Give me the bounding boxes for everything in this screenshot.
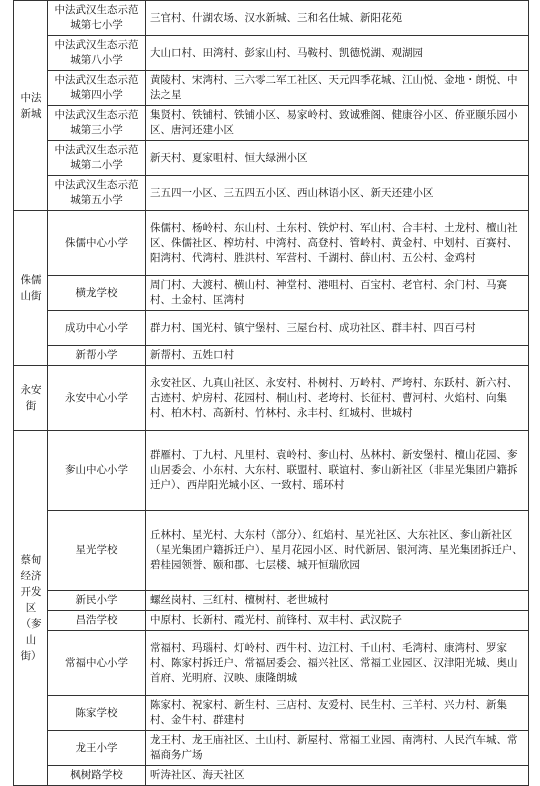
service-area: 中原村、长新村、霞光村、前锋村、双丰村、武汉院子 xyxy=(146,611,529,631)
school-name: 永安中心小学 xyxy=(48,366,146,431)
service-area: 陈家村、祝家村、新生村、三店村、友爱村、民生村、三羊村、兴力村、新集村、金牛村、群建村 xyxy=(146,696,529,731)
enrollment-zone-table xyxy=(13,0,529,786)
school-name: 新帮小学 xyxy=(48,346,146,366)
school-name: 星光学校 xyxy=(48,511,146,591)
table-row xyxy=(14,731,529,766)
table-row xyxy=(14,511,529,591)
school-name: 常福中心小学 xyxy=(48,631,146,696)
service-area: 群力村、国光村、镇宁堡村、三屋台村、成功社区、群丰村、四百弓村 xyxy=(146,311,529,346)
district-name: 永安街 xyxy=(20,384,42,412)
table-row xyxy=(14,141,529,176)
table-row xyxy=(14,36,529,71)
school-name: 枫树路学校 xyxy=(48,766,146,786)
school-name: 横龙学校 xyxy=(48,276,146,311)
table-body xyxy=(14,1,529,786)
district-cell xyxy=(14,1,48,211)
school-name: 龙王小学 xyxy=(48,731,146,766)
school-name: 中法武汉生态示范城第四小学 xyxy=(48,71,146,106)
service-area: 黄陵村、宋湾村、三六零二军工社区、天元四季花城、江山悦、金地・朗悦、中法之星 xyxy=(146,71,529,106)
service-area: 三官村、什湖农场、汉水新城、三和名仕城、新阳花苑 xyxy=(146,1,529,36)
table-row xyxy=(14,766,529,786)
district-name: 侏儒山街 xyxy=(20,274,42,302)
service-area: 群雁村、丁九村、凡里村、袁岭村、奓山村、丛林村、新安堡村、檀山花园、奓山居委会、小东村、大东村、联盟村、联谊村、奓山新社区（非星光集团户籍拆迁户）、西岸阳光城小区、一致村、瑶环村 xyxy=(146,431,529,511)
school-name: 中法武汉生态示范城第七小学 xyxy=(48,1,146,36)
table-row xyxy=(14,611,529,631)
service-area: 常福村、玛瑙村、灯岭村、西牛村、边江村、千山村、毛湾村、康湾村、罗家村、陈家村拆迁户、常福居委会、福兴社区、常福工业园区、汉津阳光城、奥山首府、光明府、汉映、康隆朗城 xyxy=(146,631,529,696)
district-cell xyxy=(14,211,48,366)
table-row xyxy=(14,696,529,731)
district-name: 蔡甸经济开发区（奓山街） xyxy=(20,554,42,662)
table-row xyxy=(14,276,529,311)
school-name: 中法武汉生态示范城第二小学 xyxy=(48,141,146,176)
district-cell xyxy=(14,366,48,431)
school-name: 中法武汉生态示范城第三小学 xyxy=(48,106,146,141)
table-row xyxy=(14,311,529,346)
school-name: 新民小学 xyxy=(48,591,146,611)
table-row xyxy=(14,71,529,106)
table-row xyxy=(14,366,529,431)
service-area: 侏儒村、杨岭村、东山村、土东村、铁炉村、军山村、合丰村、土龙村、檀山社区、侏儒社区、榨坊村、中湾村、高登村、管岭村、黄金村、中划村、百赛村、阳湾村、代湾村、胜洪村、军营村、千湖村、薛山村、五公村、金鸡村 xyxy=(146,211,529,276)
school-name: 侏儒中心小学 xyxy=(48,211,146,276)
service-area: 丘林村、星光村、大东村（部分）、红焰村、星光社区、大东社区、奓山新社区（星光集团户籍拆迁户）、星月花园小区、时代新居、银河湾、星光集团拆迁户、碧桂园领誉、颐和郡、七层楼、城开恒瑞欣园 xyxy=(146,511,529,591)
service-area: 新帮村、五姓口村 xyxy=(146,346,529,366)
school-name: 昌浩学校 xyxy=(48,611,146,631)
school-name: 中法武汉生态示范城第八小学 xyxy=(48,36,146,71)
service-area: 新天村、夏家咀村、恒大绿洲小区 xyxy=(146,141,529,176)
district-name: 中法新城 xyxy=(20,91,42,120)
table-row xyxy=(14,1,529,36)
table-row xyxy=(14,106,529,141)
school-name: 成功中心小学 xyxy=(48,311,146,346)
table-row xyxy=(14,431,529,511)
table-row xyxy=(14,211,529,276)
table-row xyxy=(14,631,529,696)
school-name: 奓山中心小学 xyxy=(48,431,146,511)
service-area: 大山口村、田湾村、彭家山村、马鞍村、凯德悦湖、观湖园 xyxy=(146,36,529,71)
service-area: 周门村、大渡村、横山村、神堂村、港咀村、百宝村、老官村、余门村、马赛村、土金村、匡湾村 xyxy=(146,276,529,311)
table-row xyxy=(14,591,529,611)
table-row xyxy=(14,346,529,366)
table-row xyxy=(14,176,529,211)
service-area: 听涛社区、海天社区 xyxy=(146,766,529,786)
service-area: 龙王村、龙王庙社区、土山村、新屋村、常福工业园、南湾村、人民汽车城、常福商务广场 xyxy=(146,731,529,766)
service-area: 三五四一小区、三五四五小区、西山林语小区、新天还建小区 xyxy=(146,176,529,211)
service-area: 永安社区、九真山社区、永安村、朴树村、万岭村、严垮村、东跃村、新六村、古迹村、炉房村、花园村、桐山村、老垮村、长征村、曹河村、火焰村、向集村、柏木村、高新村、竹林村、永丰村、红城村、世城村 xyxy=(146,366,529,431)
service-area: 螺丝岗村、三红村、檀树村、老世城村 xyxy=(146,591,529,611)
school-name: 中法武汉生态示范城第五小学 xyxy=(48,176,146,211)
school-name: 陈家学校 xyxy=(48,696,146,731)
district-cell xyxy=(14,431,48,786)
service-area: 集贤村、铁铺村、铁铺小区、易家岭村、致诚雅阁、健康谷小区、侨亚颐乐园小区、唐河还建小区 xyxy=(146,106,529,141)
